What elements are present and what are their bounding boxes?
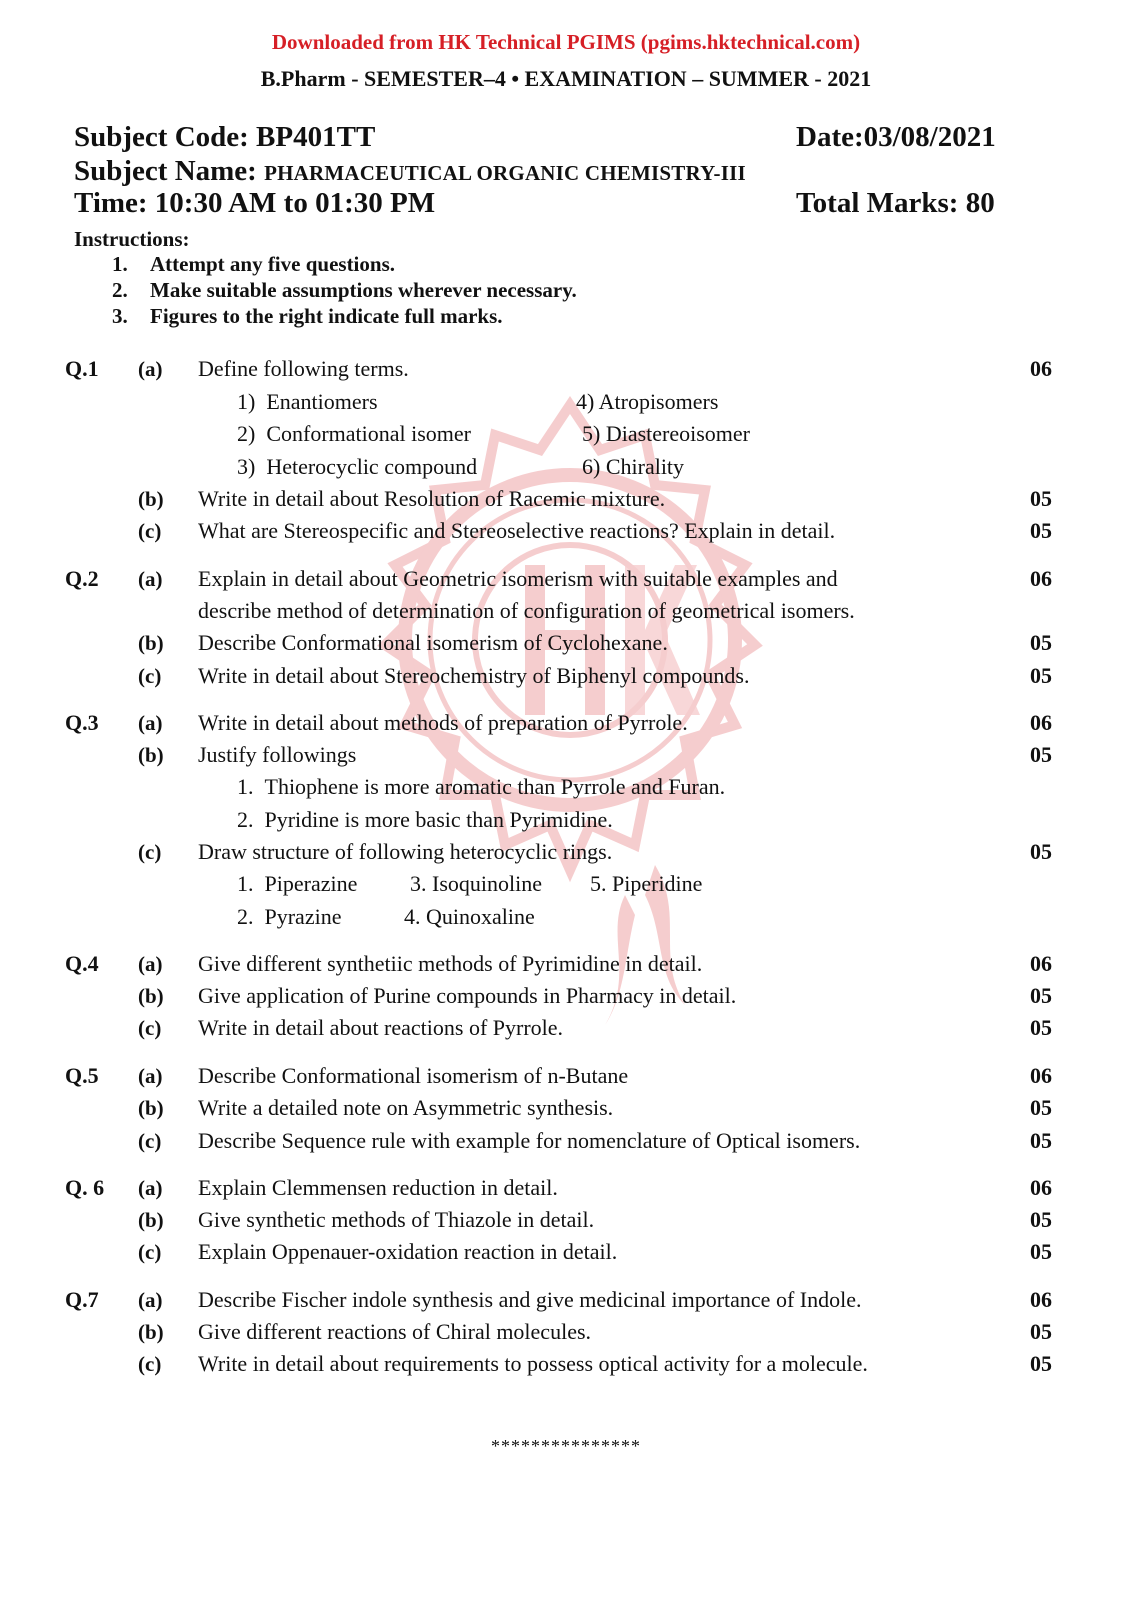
question-number: Q.2 <box>65 566 99 591</box>
instruction-item: 3. Figures to the right indicate full marks. <box>112 304 503 328</box>
term-item: 3) Heterocyclic compound <box>237 454 478 479</box>
end-marker: *************** <box>491 1436 641 1456</box>
part-label: (a) <box>138 1288 163 1312</box>
question-text: Explain Oppenauer-oxidation reaction in detail. <box>198 1239 618 1264</box>
term-item: 6) Chirality <box>582 454 685 479</box>
part-label: (c) <box>138 1016 162 1040</box>
question-number: Q. 6 <box>65 1175 105 1200</box>
part-label: (b) <box>138 631 164 655</box>
part-label: (c) <box>138 1240 162 1264</box>
ring-item: 5. Piperidine <box>590 871 703 896</box>
marks: 05 <box>1030 1239 1052 1264</box>
question-text: Give application of Purine compounds in Pharmacy in detail. <box>198 983 737 1008</box>
instructions-title: Instructions: <box>74 227 190 251</box>
question-text: Write in detail about reactions of Pyrrole. <box>198 1015 564 1040</box>
subject-name-label: Subject Name: <box>74 155 265 187</box>
part-label: (b) <box>138 743 164 767</box>
marks: 05 <box>1030 1128 1052 1153</box>
part-label: (c) <box>138 840 162 864</box>
part-label: (c) <box>138 519 162 543</box>
ring-item: 2. Pyrazine <box>237 904 342 929</box>
marks: 06 <box>1030 1287 1052 1312</box>
subject-name-value: PHARMACEUTICAL ORGANIC CHEMISTRY-III <box>264 161 746 185</box>
part-label: (a) <box>138 357 163 381</box>
question-text: Write in detail about requirements to possess optical activity for a molecule. <box>198 1351 868 1376</box>
ring-item: 4. Quinoxaline <box>404 904 535 929</box>
part-label: (c) <box>138 1129 162 1153</box>
part-label: (c) <box>138 1352 162 1376</box>
question-text: Give synthetic methods of Thiazole in detail. <box>198 1207 595 1232</box>
subject-code: Subject Code: BP401TT <box>74 121 376 153</box>
marks: 05 <box>1030 518 1052 543</box>
part-label: (b) <box>138 984 164 1008</box>
exam-title: B.Pharm - SEMESTER–4 • EXAMINATION – SUMMER - 2021 <box>260 66 872 91</box>
part-label: (b) <box>138 1096 164 1120</box>
instruction-item: 1. Attempt any five questions. <box>112 252 395 276</box>
question-text: Justify followings <box>198 742 357 767</box>
ring-item: 1. Piperazine <box>237 871 358 896</box>
instruction-item: 2. Make suitable assumptions wherever necessary. <box>112 278 577 302</box>
part-label: (a) <box>138 952 163 976</box>
part-label: (c) <box>138 664 162 688</box>
question-text-continued: describe method of determination of configuration of geometrical isomers. <box>198 598 855 623</box>
exam-date: Date:03/08/2021 <box>796 121 996 153</box>
marks: 05 <box>1030 1351 1052 1376</box>
question-text: Write in detail about methods of preparation of Pyrrole. <box>198 710 688 735</box>
marks: 05 <box>1030 1095 1052 1120</box>
question-text: Explain Clemmensen reduction in detail. <box>198 1175 558 1200</box>
question-number: Q.4 <box>65 951 99 976</box>
term-item: 4) Atropisomers <box>576 389 719 414</box>
exam-time: Time: 10:30 AM to 01:30 PM <box>74 187 436 219</box>
question-text: Draw structure of following heterocyclic rings. <box>198 839 613 864</box>
question-number: Q.5 <box>65 1063 99 1088</box>
question-text: Give different reactions of Chiral molecules. <box>198 1319 592 1344</box>
marks: 06 <box>1030 1063 1052 1088</box>
marks: 05 <box>1030 742 1052 767</box>
marks: 06 <box>1030 710 1052 735</box>
marks: 06 <box>1030 356 1052 381</box>
part-label: (b) <box>138 1208 164 1232</box>
download-banner[interactable]: Downloaded from HK Technical PGIMS (pgims.hktechnical.com) <box>271 30 861 54</box>
question-text: Define following terms. <box>198 356 409 381</box>
term-item: 2) Conformational isomer <box>237 421 472 446</box>
question-text: Explain in detail about Geometric isomerism with suitable examples and <box>198 566 838 591</box>
question-number: Q.7 <box>65 1287 99 1312</box>
part-label: (b) <box>138 487 164 511</box>
marks: 05 <box>1030 983 1052 1008</box>
subject-name <box>74 155 746 188</box>
question-text: Describe Conformational isomerism of n-Butane <box>198 1063 629 1088</box>
marks: 06 <box>1030 566 1052 591</box>
part-label: (b) <box>138 1320 164 1344</box>
marks: 06 <box>1030 951 1052 976</box>
marks: 05 <box>1030 839 1052 864</box>
part-label: (a) <box>138 711 163 735</box>
justify-item: 1. Thiophene is more aromatic than Pyrrole and Furan. <box>237 774 726 799</box>
question-text: Write in detail about Stereochemistry of Biphenyl compounds. <box>198 663 750 688</box>
part-label: (a) <box>138 1176 163 1200</box>
marks: 06 <box>1030 1175 1052 1200</box>
question-text: Describe Sequence rule with example for nomenclature of Optical isomers. <box>198 1128 861 1153</box>
question-text: Give different synthetiic methods of Pyrimidine in detail. <box>198 951 703 976</box>
total-marks: Total Marks: 80 <box>796 187 995 219</box>
question-text: Describe Fischer indole synthesis and give medicinal importance of Indole. <box>198 1287 862 1312</box>
marks: 05 <box>1030 663 1052 688</box>
question-number: Q.1 <box>65 356 99 381</box>
part-label: (a) <box>138 567 163 591</box>
marks: 05 <box>1030 630 1052 655</box>
marks: 05 <box>1030 1015 1052 1040</box>
question-text: Write in detail about Resolution of Racemic mixture. <box>198 486 666 511</box>
term-item: 5) Diastereoisomer <box>582 421 750 446</box>
question-text: Write a detailed note on Asymmetric synthesis. <box>198 1095 614 1120</box>
term-item: 1) Enantiomers <box>237 389 378 414</box>
ring-item: 3. Isoquinoline <box>410 871 542 896</box>
question-text: Describe Conformational isomerism of Cyclohexane. <box>198 630 668 655</box>
part-label: (a) <box>138 1064 163 1088</box>
question-text: What are Stereospecific and Stereoselective reactions? Explain in detail. <box>198 518 836 543</box>
question-number: Q.3 <box>65 710 99 735</box>
justify-item: 2. Pyridine is more basic than Pyrimidine. <box>237 807 613 832</box>
marks: 05 <box>1030 1207 1052 1232</box>
marks: 05 <box>1030 1319 1052 1344</box>
marks: 05 <box>1030 486 1052 511</box>
